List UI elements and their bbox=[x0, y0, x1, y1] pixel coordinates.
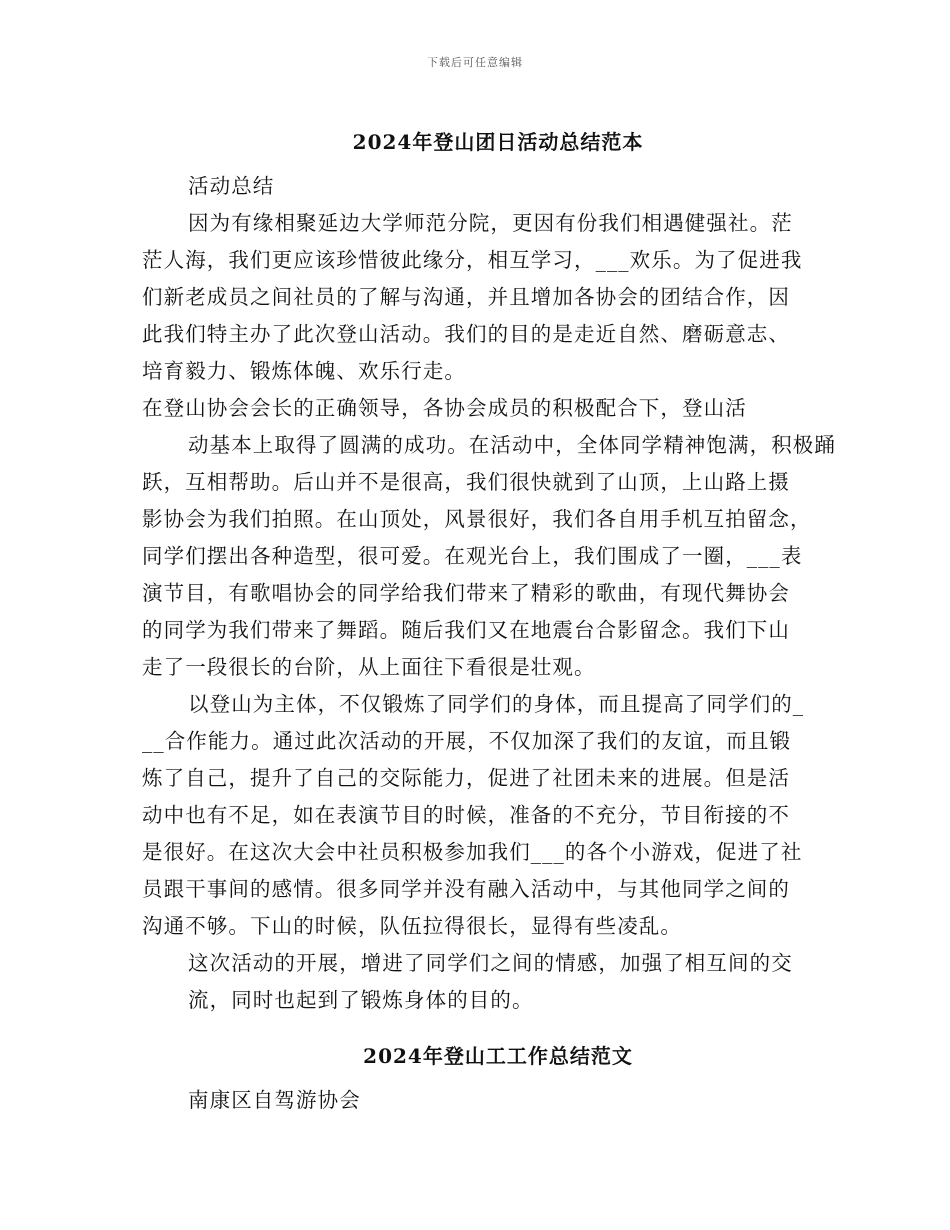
paragraph-line: 走了一段很长的台阶，从上面往下看很是壮观。 bbox=[142, 655, 596, 679]
paragraph-line: 沟通不够。下山的时候，队伍拉得很长，显得有些凌乱。 bbox=[142, 914, 682, 938]
paragraph-line: 员跟干事间的感情。很多同学并没有融入活动中，与其他同学之间的 bbox=[142, 877, 790, 901]
section-heading: 活动总结 bbox=[188, 174, 275, 198]
paragraph-line: 炼了自己，提升了自己的交际能力，促进了社团未来的进展。但是活 bbox=[142, 766, 790, 790]
paragraph-line: 演节目，有歌唱协会的同学给我们带来了精彩的歌曲，有现代舞协会 bbox=[142, 581, 790, 605]
paragraph-line: 这次活动的开展，增进了同学们之间的情感，加强了相互间的交 bbox=[188, 951, 793, 975]
paragraph-line: 在登山协会会长的正确领导，各协会成员的积极配合下，登山活 bbox=[142, 396, 747, 420]
paragraph-line: 因为有缘相聚延边大学师范分院，更因有份我们相遇健强社。茫 bbox=[188, 211, 793, 235]
paragraph-line: 同学们摆出各种造型，很可爱。在观光台上，我们围成了一圈，___表 bbox=[142, 544, 803, 568]
paragraph-line: 茫人海，我们更应该珍惜彼此缘分，相互学习，___欢乐。为了促进我 bbox=[142, 248, 803, 272]
second-document-title: 2024年登山工工作总结范文 bbox=[363, 1044, 633, 1068]
paragraph-line: 影协会为我们拍照。在山顶处，风景很好，我们各自用手机互拍留念， bbox=[142, 507, 812, 531]
paragraph-line: 动基本上取得了圆满的成功。在活动中，全体同学精神饱满，积极踊 bbox=[188, 433, 836, 457]
page-header: 下载后可任意编辑 bbox=[427, 56, 523, 69]
paragraph-line: 是很好。在这次大会中社员积极参加我们___的各个小游戏，促进了社 bbox=[142, 840, 803, 864]
paragraph-line: 流，同时也起到了锻炼身体的目的。 bbox=[188, 988, 534, 1012]
organization-name: 南康区自驾游协会 bbox=[188, 1088, 361, 1112]
paragraph-line: 动中也有不足，如在表演节目的时候，准备的不充分，节目衔接的不 bbox=[142, 803, 790, 827]
paragraph-line: 以登山为主体，不仅锻炼了同学们的身体，而且提高了同学们的_ bbox=[188, 692, 805, 716]
document-title: 2024年登山团日活动总结范本 bbox=[352, 130, 644, 154]
paragraph-line: 此我们特主办了此次登山活动。我们的目的是走近自然、磨砺意志、 bbox=[142, 322, 790, 346]
paragraph-line: 的同学为我们带来了舞蹈。随后我们又在地震台合影留念。我们下山 bbox=[142, 618, 790, 642]
paragraph-line: 培育毅力、锻炼体魄、欢乐行走。 bbox=[142, 359, 466, 383]
paragraph-line: 们新老成员之间社员的了解与沟通，并且增加各协会的团结合作，因 bbox=[142, 285, 790, 309]
paragraph-line: 跃，互相帮助。后山并不是很高，我们很快就到了山顶，上山路上摄 bbox=[142, 470, 790, 494]
paragraph-line: __合作能力。通过此次活动的开展，不仅加深了我们的友谊，而且锻 bbox=[142, 729, 792, 753]
